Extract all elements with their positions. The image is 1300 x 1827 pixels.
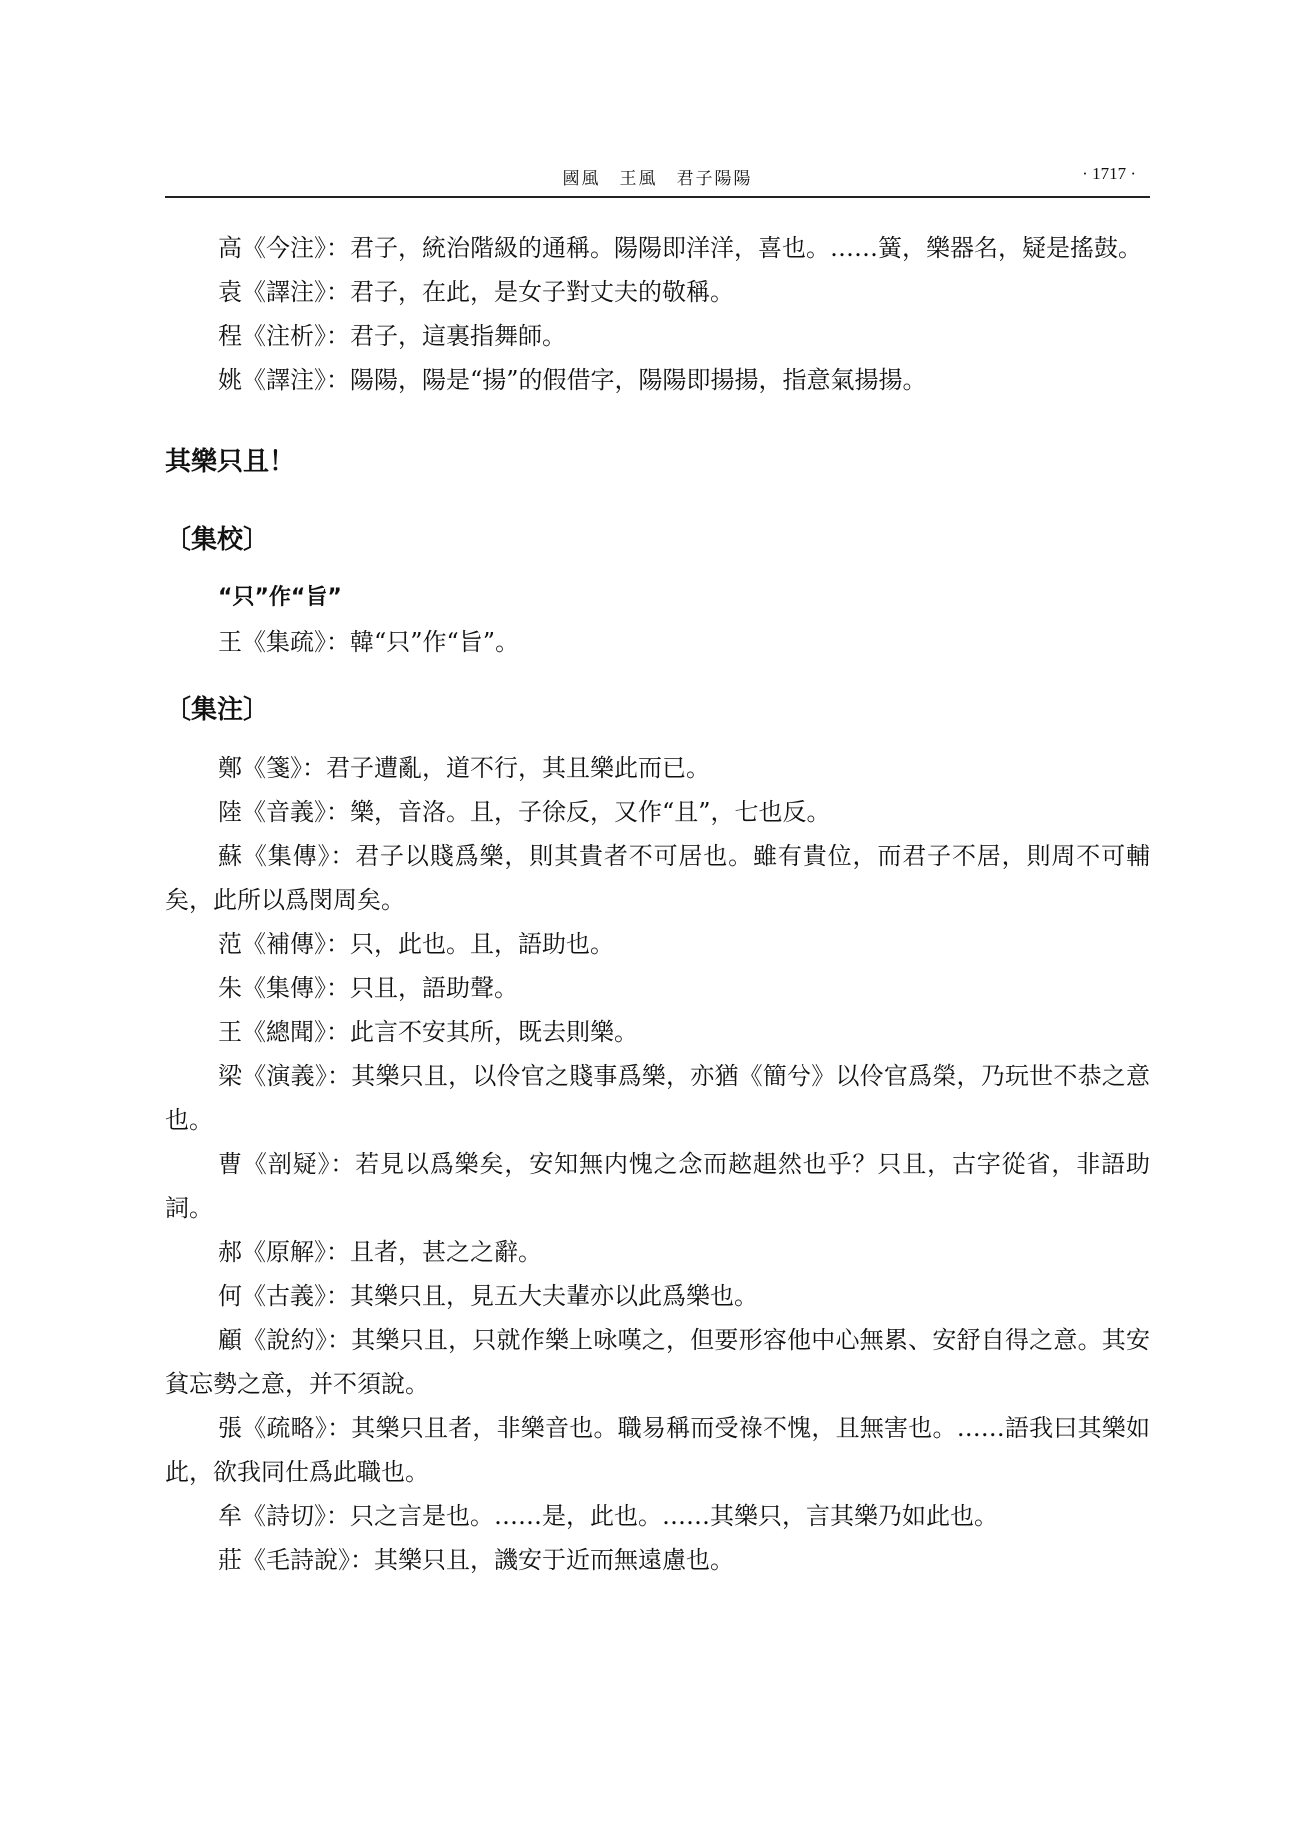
annotation-entry: 王《總聞》：此言不安其所，既去則樂。 xyxy=(218,1018,638,1046)
commentary-entry: 姚《譯注》：陽陽，陽是“揚”的假借字，陽陽即揚揚，指意氣揚揚。 xyxy=(218,366,927,394)
collation-heading: 〔集校〕 xyxy=(165,525,270,555)
annotation-entry: 梁《演義》：其樂只且，以伶官之賤事爲樂，亦猶《簡兮》以伶官爲榮，乃玩世不恭之意也。 xyxy=(165,1062,1150,1134)
annotations-heading: 〔集注〕 xyxy=(165,695,270,725)
page-number: · 1717 · xyxy=(1082,164,1136,183)
page-body xyxy=(165,226,1150,1582)
annotation-entry: 范《補傳》：只，此也。且，語助也。 xyxy=(218,930,614,958)
commentary-entry: 高《今注》：君子，統治階級的通稱。陽陽即洋洋，喜也。……簧，樂器名，疑是搖鼓。 xyxy=(218,234,1142,262)
running-title: 國風 王風 君子陽陽 xyxy=(562,169,753,189)
annotation-entry: 郝《原解》：且者，甚之之辭。 xyxy=(218,1238,542,1266)
annotation-entry: 牟《詩切》：只之言是也。……是，此也。……其樂只，言其樂乃如此也。 xyxy=(218,1502,998,1530)
collation-entry: 王《集疏》：韓“只”作“旨”。 xyxy=(218,628,520,656)
annotation-entry: 莊《毛詩說》：其樂只且，譏安于近而無遠慮也。 xyxy=(218,1546,734,1574)
header-rule xyxy=(165,196,1150,198)
annotation-entry: 曹《剖疑》：若見以爲樂矣，安知無内愧之念而趑趄然也乎？只且，古字從省，非語助詞。 xyxy=(165,1150,1150,1222)
annotation-entry: 何《古義》：其樂只且，見五大夫輩亦以此爲樂也。 xyxy=(218,1282,758,1310)
annotation-entry: 蘇《集傳》：君子以賤爲樂，則其貴者不可居也。雖有貴位，而君子不居，則周不可輔矣，此所以爲閔周矣。 xyxy=(165,842,1150,914)
annotation-entry: 鄭《箋》：君子遭亂，道不行，其且樂此而已。 xyxy=(218,754,710,782)
annotation-entry: 顧《說約》：其樂只且，只就作樂上咏嘆之，但要形容他中心無累、安舒自得之意。其安貧忘勢之意，并不須說。 xyxy=(165,1326,1150,1398)
commentary-entry: 程《注析》：君子，這裏指舞師。 xyxy=(218,322,566,350)
collation-subheading: “只”作“旨” xyxy=(218,585,342,610)
annotation-entry: 張《疏略》：其樂只且者，非樂音也。職易稱而受祿不愧，且無害也。……語我曰其樂如此，欲我同仕爲此職也。 xyxy=(165,1414,1150,1486)
commentary-entry: 袁《譯注》：君子，在此，是女子對丈夫的敬稱。 xyxy=(218,278,734,306)
verse-line-heading: 其樂只且！ xyxy=(165,447,296,477)
annotation-entry: 陸《音義》：樂，音洛。且，子徐反，又作“且”，七也反。 xyxy=(218,798,831,826)
annotation-entry: 朱《集傳》：只且，語助聲。 xyxy=(218,974,518,1002)
page-header xyxy=(165,156,1150,202)
